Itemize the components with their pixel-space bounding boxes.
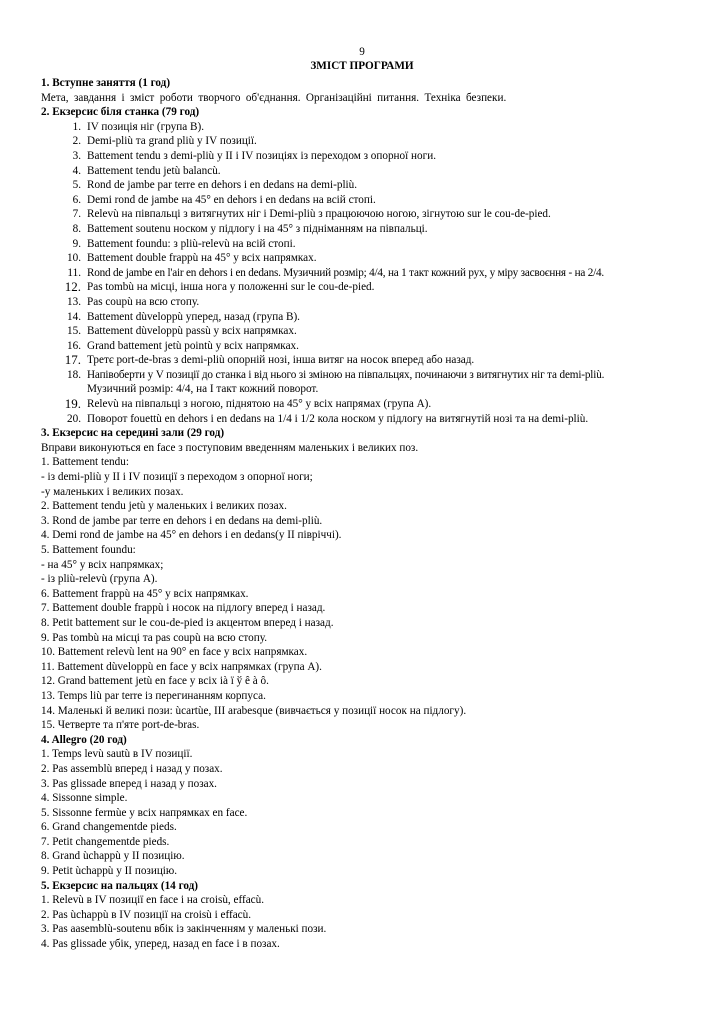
list-item <box>41 149 691 164</box>
item-number: 9. <box>72 237 81 250</box>
text-line: 7. Battement double frappù і носок на підлогу вперед і назад. <box>41 602 326 615</box>
item-text: Pas coupù на всю стопу. <box>87 295 200 308</box>
text-line: 6. Grand changementde pieds. <box>41 821 177 834</box>
text-line: 2. Pas assemblù вперед і назад у позах. <box>41 762 223 775</box>
list-item <box>41 339 691 354</box>
section-heading: 3. Екзерсис на середині зали (29 год) <box>41 427 225 440</box>
item-number: 10. <box>67 252 81 265</box>
item-number: 12. <box>64 279 81 295</box>
item-number: 3. <box>72 149 81 162</box>
item-text: Battement tendu з demi-pliù у II і IV позиціях із переходом з опорної ноги. <box>87 149 437 162</box>
list-item <box>41 207 691 222</box>
text-line: 15. Четверте та п'яте port-de-bras. <box>41 719 200 732</box>
list-item <box>41 134 691 149</box>
text-line: 6. Battement frappù на 45° у всіх напрямках. <box>41 587 249 600</box>
list-item <box>41 310 691 325</box>
item-text: Relevù на півпальці з витягнутих ніг і Demi-pliù з працюючою ногою, зігнутою sur le cou-de-pied. <box>87 208 551 221</box>
text-line: 5. Sissonne fermùe у всіх напрямках en face. <box>41 806 248 819</box>
section-intro: Мета, завдання і зміст роботи творчого об'єднання. Організаційні питання. Техніка безпеки. <box>41 91 507 104</box>
text-line: 3. Rond de jambe par terre en dehors і en dedans на demi-pliù. <box>41 514 323 527</box>
text-line: 8. Grand ùchappù у II позицію. <box>41 850 185 863</box>
text-line: 9. Pas tombù на місці та pas coupù на всю стопу. <box>41 631 267 644</box>
list-item <box>41 266 691 281</box>
text-line: 4. Sissonne simple. <box>41 792 128 805</box>
text-line: 1. Temps levù sautù в IV позиції. <box>41 748 193 761</box>
section-heading: 5. Екзерсис на пальцях (14 год) <box>41 879 199 892</box>
text-line: - із pliù-relevù (група А). <box>41 573 158 586</box>
text-line: 2. Pas ùchappù в IV позиції на croisù і effacù. <box>41 908 252 921</box>
section-heading: 1. Вступне заняття (1 год) <box>41 77 171 89</box>
item-text: Battement soutenu носком у підлогу і на 45° з підніманням на півпальці. <box>87 222 428 235</box>
item-text: Третє port-de-bras з demi-pliù опорній нозі, інша витяг на носок вперед або назад. <box>87 354 475 367</box>
list-item <box>41 193 691 208</box>
item-number: 16. <box>67 339 81 352</box>
numbered-list <box>41 120 691 426</box>
list-item-continuation: Музичний розмір: 4/4, на І такт кожний поворот. <box>87 383 319 396</box>
item-text: Demi-pliù та grand pliù у IV позиції. <box>87 135 257 148</box>
item-text: Battement dùveloppù уперед, назад (група В). <box>87 310 300 323</box>
item-text: Grand battement jetù pointù у всіх напрямках. <box>87 339 299 352</box>
item-number: 19. <box>64 396 81 412</box>
list-item <box>41 280 691 295</box>
item-number: 6. <box>72 193 81 206</box>
item-text: Rond de jambe par terre en dehors і en dedans на demi-pliù. <box>87 179 358 192</box>
text-line: 9. Petit ùchappù у II позицію. <box>41 865 178 878</box>
list-item <box>41 178 691 193</box>
text-line: 7. Petit changementde pieds. <box>41 835 170 848</box>
section-heading: 4. Allegro (20 год) <box>41 733 127 746</box>
text-line: Вправи виконуються en face з поступовим введенням маленьких і великих поз. <box>41 441 419 454</box>
item-number: 1. <box>72 120 81 133</box>
text-line: 4. Demi rond de jambe на 45° en dehors і en dedans(у II півріччі). <box>41 529 342 542</box>
text-line: -у маленьких і великих позах. <box>41 485 184 498</box>
item-number: 7. <box>72 208 81 221</box>
text-line: 1. Relevù в IV позиції en face і на croisù, effacù. <box>41 894 265 907</box>
list-item <box>41 222 691 237</box>
item-text: Battement double frappù на 45° у всіх напрямках. <box>87 252 317 265</box>
list-item <box>41 251 691 266</box>
text-line: 4. Pas glissade убік, уперед, назад en face і в позах. <box>41 938 280 951</box>
text-line: 2. Battement tendu jetù у маленьких і великих позах. <box>41 500 287 513</box>
list-item <box>41 368 691 383</box>
text-line: 1. Battement tendu: <box>41 456 129 469</box>
text-line: 14. Маленькі й великі пози: ùcartùe, III arabesque (вивчається у позиції носок на підлогу). <box>41 704 467 717</box>
paragraph-lines <box>41 441 691 733</box>
item-text: Battement dùveloppù passù у всіх напрямках. <box>87 325 297 338</box>
item-number: 4. <box>72 164 81 177</box>
list-item <box>41 164 691 179</box>
text-line: 3. Pas glissade вперед і назад у позах. <box>41 777 217 790</box>
text-line: 13. Temps liù par terre із перегинанням корпуса. <box>41 689 266 702</box>
text-line: - на 45° у всіх напрямках; <box>41 558 164 571</box>
paragraph-lines <box>41 747 691 878</box>
item-text: IV позиція ніг (група В). <box>87 120 204 133</box>
item-number: 2. <box>72 135 81 148</box>
item-number: 20. <box>67 412 81 425</box>
item-text: Поворот fouettù en dehors і en dedans на 1/4 і 1/2 кола носком у підлогу на витягнутій нозі та на demi-pliù. <box>87 412 589 425</box>
item-text: Relevù на півпальці з ногою, піднятою на 45° у всіх напрямах (група А). <box>87 398 432 411</box>
list-item <box>41 397 691 412</box>
text-line: 8. Petit battement sur le cou-de-pied із акцентом вперед і назад. <box>41 616 334 629</box>
item-text: Battement foundu: з pliù-relevù на всій стопі. <box>87 237 296 250</box>
paragraph-lines <box>41 893 691 951</box>
text-line: 3. Pas aasemblù-soutenu вбік із закінченням у маленькі пози. <box>41 923 327 936</box>
page-number: 9 <box>359 46 365 58</box>
text-line: - із demi-pliù у II і IV позиції з переходом з опорної ноги; <box>41 471 313 484</box>
list-item <box>41 353 691 368</box>
item-number: 14. <box>67 310 81 323</box>
text-line: 11. Battement dùveloppù en face у всіх напрямках (група А). <box>41 660 322 673</box>
item-number: 13. <box>67 295 81 308</box>
item-number: 8. <box>72 222 81 235</box>
text-line: 10. Battement relevù lent на 90° en face у всіх напрямках. <box>41 646 308 659</box>
page-title: ЗМІСТ ПРОГРАМИ <box>310 60 414 72</box>
item-text: Pas tombù на місці, інша нога у положенні sur le cou-de-pied. <box>87 281 375 294</box>
item-number: 18. <box>67 368 81 381</box>
list-item <box>41 412 691 427</box>
text-line: 5. Battement foundu: <box>41 544 136 556</box>
item-number: 5. <box>72 179 81 192</box>
list-item <box>41 324 691 339</box>
section-heading: 2. Екзерсис біля станка (79 год) <box>41 106 200 119</box>
document-body <box>41 76 691 952</box>
item-number: 15. <box>67 325 81 338</box>
text-line: 12. Grand battement jetù en face у всіх іà ї ў ê à ô. <box>41 675 269 688</box>
item-text: Demi rond de jambe на 45° en dehors і en dedans на всій стопі. <box>87 193 376 206</box>
item-number: 17. <box>64 352 81 368</box>
item-number: 11. <box>67 266 81 279</box>
list-item <box>41 237 691 252</box>
list-item <box>41 295 691 310</box>
item-text: Напівоберти у V позиції до станка і від нього зі зміною на півпальцях, починаючи з витягнутих ніг та demi-pliù. <box>87 368 605 381</box>
list-item <box>41 120 691 135</box>
item-text: Battement tendu jetù balancù. <box>87 164 221 177</box>
item-text: Rond de jambe en l'air en dehors і en dedans. Музичний розмір; 4/4, на 1 такт кожний рух, у міру засвоєння - на 2/4. <box>87 266 605 279</box>
